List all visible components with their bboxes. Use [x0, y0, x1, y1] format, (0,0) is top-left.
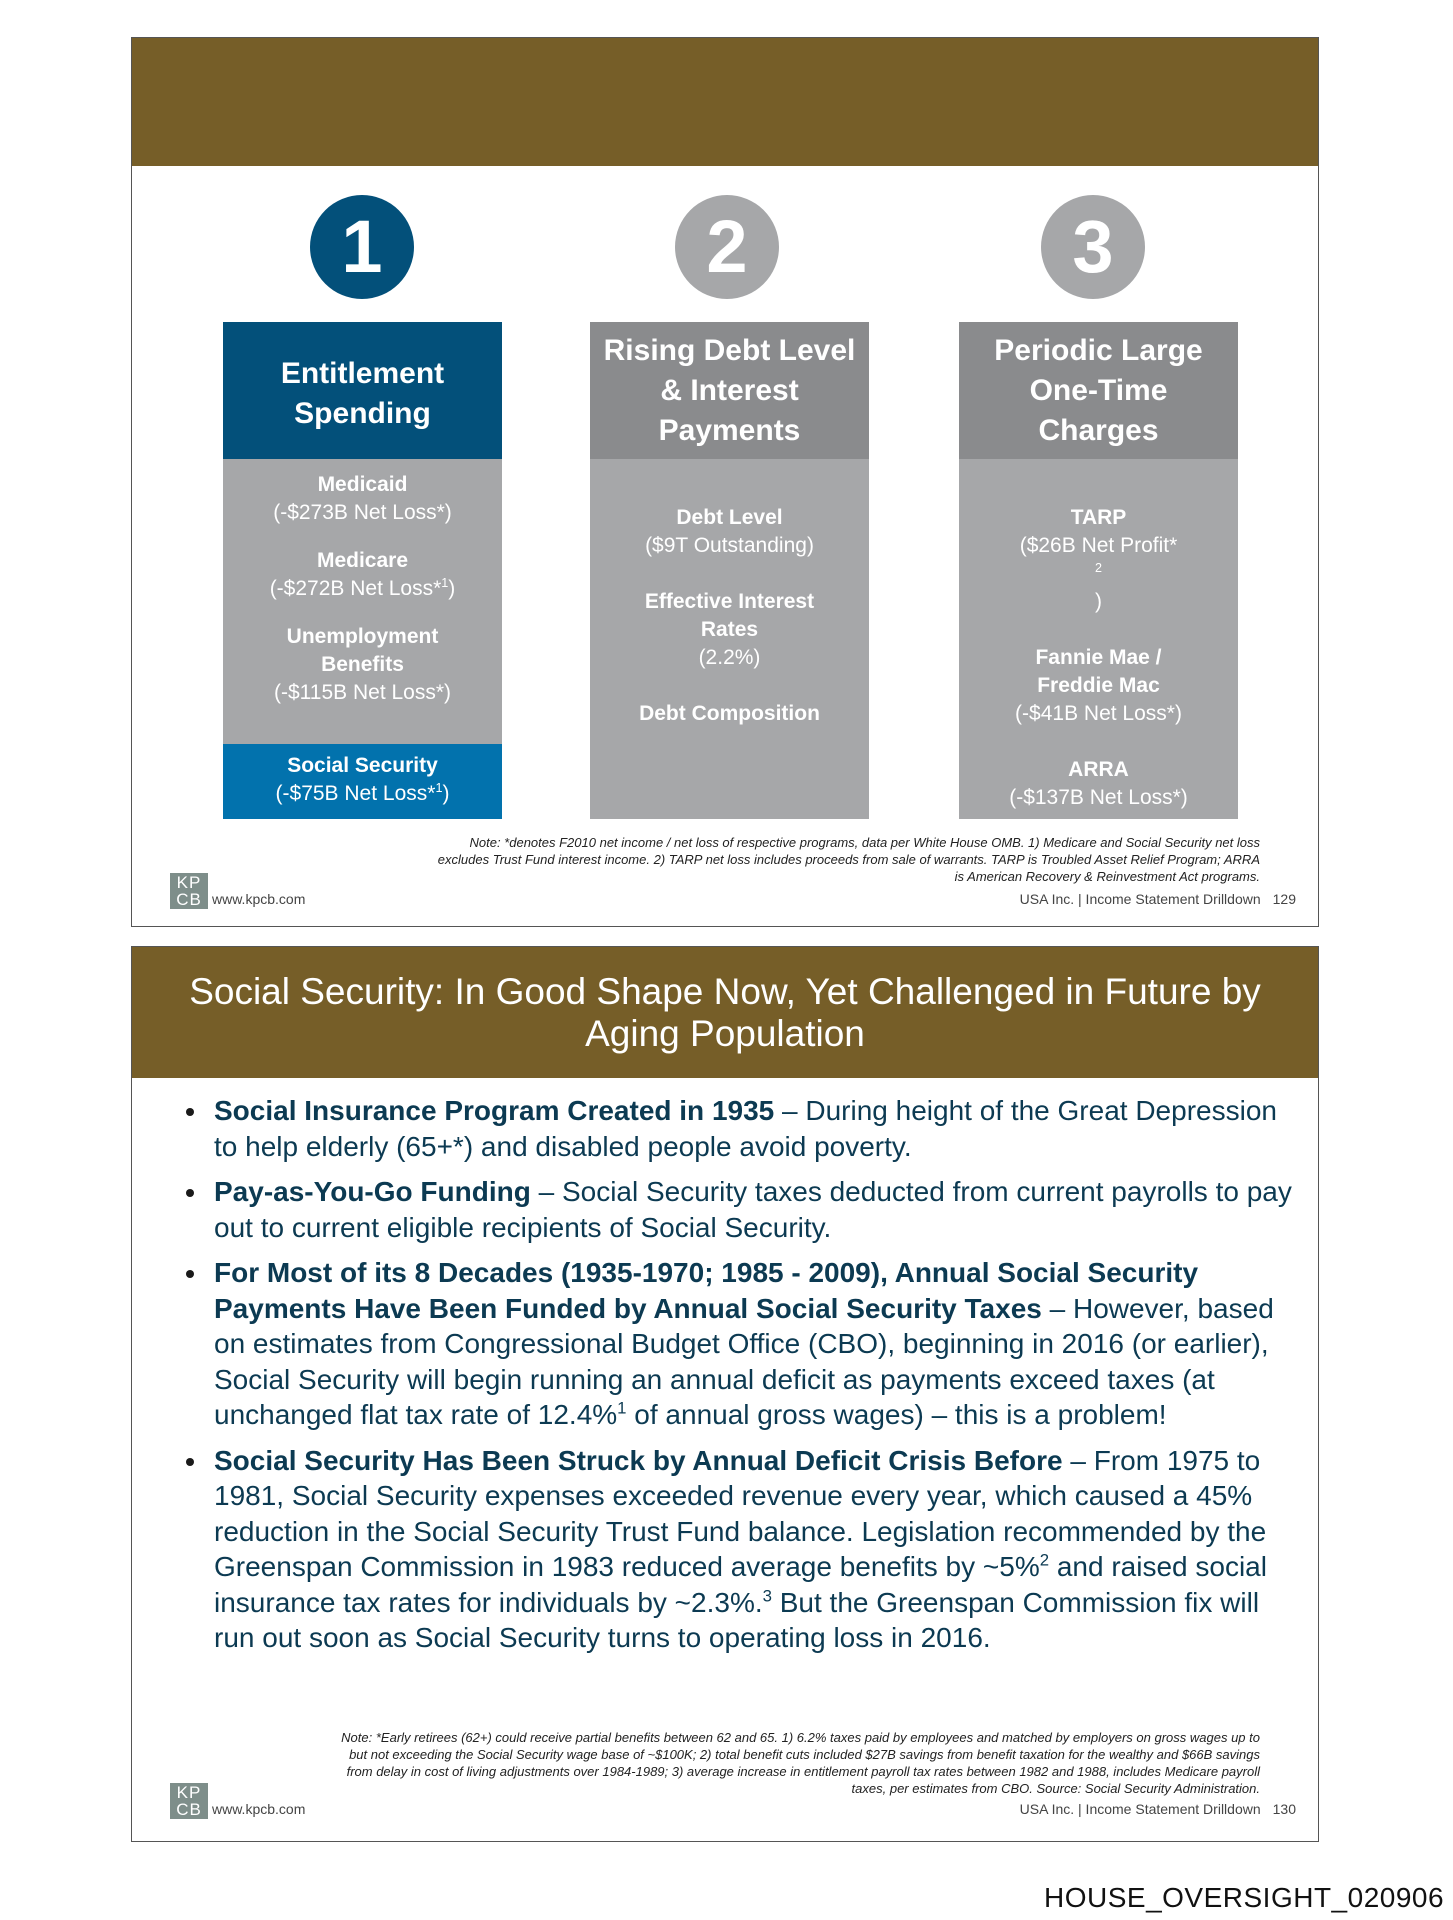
item-value	[223, 575, 502, 603]
slide-header-band	[132, 38, 1318, 166]
box-body	[223, 459, 502, 744]
paren: )	[448, 577, 456, 600]
social-security-highlight	[223, 744, 502, 819]
page-number: 129	[1272, 891, 1296, 907]
item-value: (-$273B Net Loss*)	[273, 501, 452, 524]
footnote-line: taxes, per estimates from CBO. Source: Social Security Administration.	[851, 1781, 1260, 1796]
item-value: ($9T Outstanding)	[645, 534, 814, 557]
item-value: (-$115B Net Loss*)	[273, 681, 452, 704]
section-label: USA Inc. | Income Statement Drilldown	[1019, 891, 1261, 907]
website-link[interactable]: www.kpcb.com	[212, 1801, 306, 1817]
list-item-unemployment	[223, 623, 502, 707]
step-circle-1: 1	[310, 195, 414, 299]
footnote-line: Note: *denotes F2010 net income / net loss of respective programs, data per White House OMB. 1) Medicare and Social Security net loss	[469, 835, 1260, 850]
item-name: TARP	[1070, 506, 1127, 529]
bullet-text: of annual gross wages) – this is a problem!	[626, 1399, 1167, 1430]
list-item-arra	[959, 756, 1238, 812]
section-label: USA Inc. | Income Statement Drilldown	[1019, 1801, 1261, 1817]
one-time-charges-box	[959, 322, 1238, 819]
logo-top: KP	[176, 1783, 202, 1802]
box-body	[959, 459, 1238, 819]
box-header-text: Entitlement Spending	[280, 356, 445, 430]
paren: )	[1095, 590, 1102, 613]
page-number: 130	[1272, 1801, 1296, 1817]
bullet-heading: For Most of its 8 Decades (1935-1970; 1985 - 2009), Annual Social Security Payments Have Been Funded by Annual Social Security Taxes	[214, 1257, 1199, 1324]
bullet-heading: Social Insurance Program Created in 1935	[214, 1095, 775, 1126]
footnote	[438, 834, 1260, 885]
item-value-text: ($26B Net Profit*	[1019, 534, 1178, 557]
footnote	[341, 1729, 1260, 1797]
list-item-medicare	[223, 547, 502, 603]
item-name: Debt Composition	[639, 702, 820, 725]
bullet-item	[176, 1174, 1296, 1245]
item-value: (2.2%)	[698, 646, 761, 669]
list-item-fannie-freddie	[959, 644, 1238, 728]
box-header-text: Periodic Large One-Time Charges	[994, 333, 1203, 447]
kpcb-logo	[170, 873, 208, 909]
logo-top: KP	[176, 873, 202, 892]
slide-header-band	[132, 947, 1318, 1078]
list-item-interest-rates	[590, 588, 869, 672]
footnote-line: is American Recovery & Reinvestment Act programs.	[954, 869, 1260, 884]
item-name: Social Security	[287, 754, 438, 777]
list-item-debt-composition	[590, 700, 869, 728]
box-header	[223, 322, 502, 459]
footnote-ref: 1	[617, 1398, 627, 1418]
bullet-text: – However, based on estimates from Congressional Budget Office (CBO), beginning in 2016 (or earlier), Social Security will begin running an annual deficit as payments exceed taxes (at unchanged flat tax rate of 12.4%	[214, 1292, 1274, 1430]
footnote-line: Note: *Early retirees (62+) could receive partial benefits between 62 and 65. 1) 6.2% taxes paid by employees and matched by employers on gross wages up to	[341, 1730, 1260, 1745]
list-item-debt-level	[590, 504, 869, 560]
item-value	[959, 532, 1238, 616]
item-name: Medicaid	[317, 473, 408, 496]
slide-footer	[1020, 1801, 1296, 1817]
slide-title: Social Security: In Good Shape Now, Yet Challenged in Future by Aging Population	[189, 970, 1261, 1054]
bullet-heading: Social Security Has Been Struck by Annual Deficit Crisis Before	[214, 1444, 1063, 1476]
item-name: Unemployment Benefits	[286, 625, 439, 676]
footnote-ref: 3	[762, 1586, 772, 1606]
footnote-line: from delay in cost of living adjustments over 1984-1989; 3) average increase in entitlement payroll tax rates between 1982 and 1988, includes Medicare payroll	[346, 1764, 1260, 1779]
item-name: Debt Level	[676, 506, 783, 529]
footnote-ref: 1	[441, 576, 449, 590]
footnote-line: excludes Trust Fund interest income. 2) TARP net loss includes proceeds from sale of warrants. TARP is Troubled Asset Relief Program; ARRA	[437, 852, 1260, 867]
footnote-line: but not exceeding the Social Security wage base of ~$100K; 2) total benefit cuts included $27B savings from benefit taxation for the wealthy and $66B savings	[349, 1747, 1260, 1762]
bullet-item	[176, 1093, 1296, 1164]
bullet-text: – During height of the Great Depression to help elderly (65+*) and disabled people avoid poverty.	[214, 1095, 1277, 1162]
website-link[interactable]: www.kpcb.com	[212, 891, 306, 907]
bullet-text: – Social Security taxes deducted from current payrolls to pay out to current eligible recipients of Social Security.	[214, 1176, 1292, 1243]
bullet-text: – From 1975 to 1981, Social Security expenses exceeded revenue every year, which caused a 45% reduction in the Social Security Trust Fund balance. Legislation recommended by the Greenspan Commission in 1983 reduced average benefits by ~5%	[214, 1444, 1267, 1582]
item-value	[276, 782, 450, 805]
box-header	[590, 322, 869, 459]
item-name: ARRA	[1068, 758, 1129, 781]
slide-footer	[1020, 891, 1296, 907]
footnote-ref: 1	[435, 781, 443, 795]
list-item-medicaid	[223, 471, 502, 527]
bullet-list	[176, 1093, 1296, 1666]
box-header-text: Rising Debt Level & Interest Payments	[603, 333, 856, 447]
entitlement-spending-box	[223, 322, 502, 819]
item-name: Fannie Mae / Freddie Mac	[1035, 646, 1162, 697]
bullet-text: But the Greenspan Commission fix will run out soon as Social Security turns to operating loss in 2016.	[214, 1586, 1260, 1653]
item-name: Effective Interest Rates	[644, 590, 815, 641]
logo-bottom: CB	[176, 890, 202, 909]
footnote-ref: 2	[1094, 561, 1102, 575]
item-value-text: (-$272B Net Loss*	[269, 577, 442, 600]
item-value: (-$137B Net Loss*)	[1009, 786, 1188, 809]
rising-debt-box	[590, 322, 869, 819]
step-circle-3: 3	[1041, 195, 1145, 299]
kpcb-logo	[170, 1783, 208, 1819]
bullet-item	[176, 1255, 1296, 1433]
item-value-text: (-$75B Net Loss*	[275, 782, 436, 805]
logo-bottom: CB	[176, 1800, 202, 1819]
slide-129	[131, 37, 1319, 927]
bullet-heading: Pay-as-You-Go Funding	[214, 1176, 531, 1207]
box-body	[590, 459, 869, 819]
item-value: (-$41B Net Loss*)	[1015, 702, 1182, 725]
bullet-item	[176, 1443, 1296, 1656]
list-item-tarp	[959, 504, 1238, 616]
slide-130	[131, 946, 1319, 1842]
item-name: Medicare	[316, 549, 409, 572]
paren: )	[442, 782, 450, 805]
step-circle-2: 2	[675, 195, 779, 299]
footnote-ref: 2	[1039, 1550, 1050, 1570]
bullet-text: and raised social insurance tax rates for individuals by ~2.3%.	[214, 1551, 1267, 1618]
document-id: HOUSE_OVERSIGHT_020906	[1044, 1882, 1445, 1913]
box-header	[959, 322, 1238, 459]
